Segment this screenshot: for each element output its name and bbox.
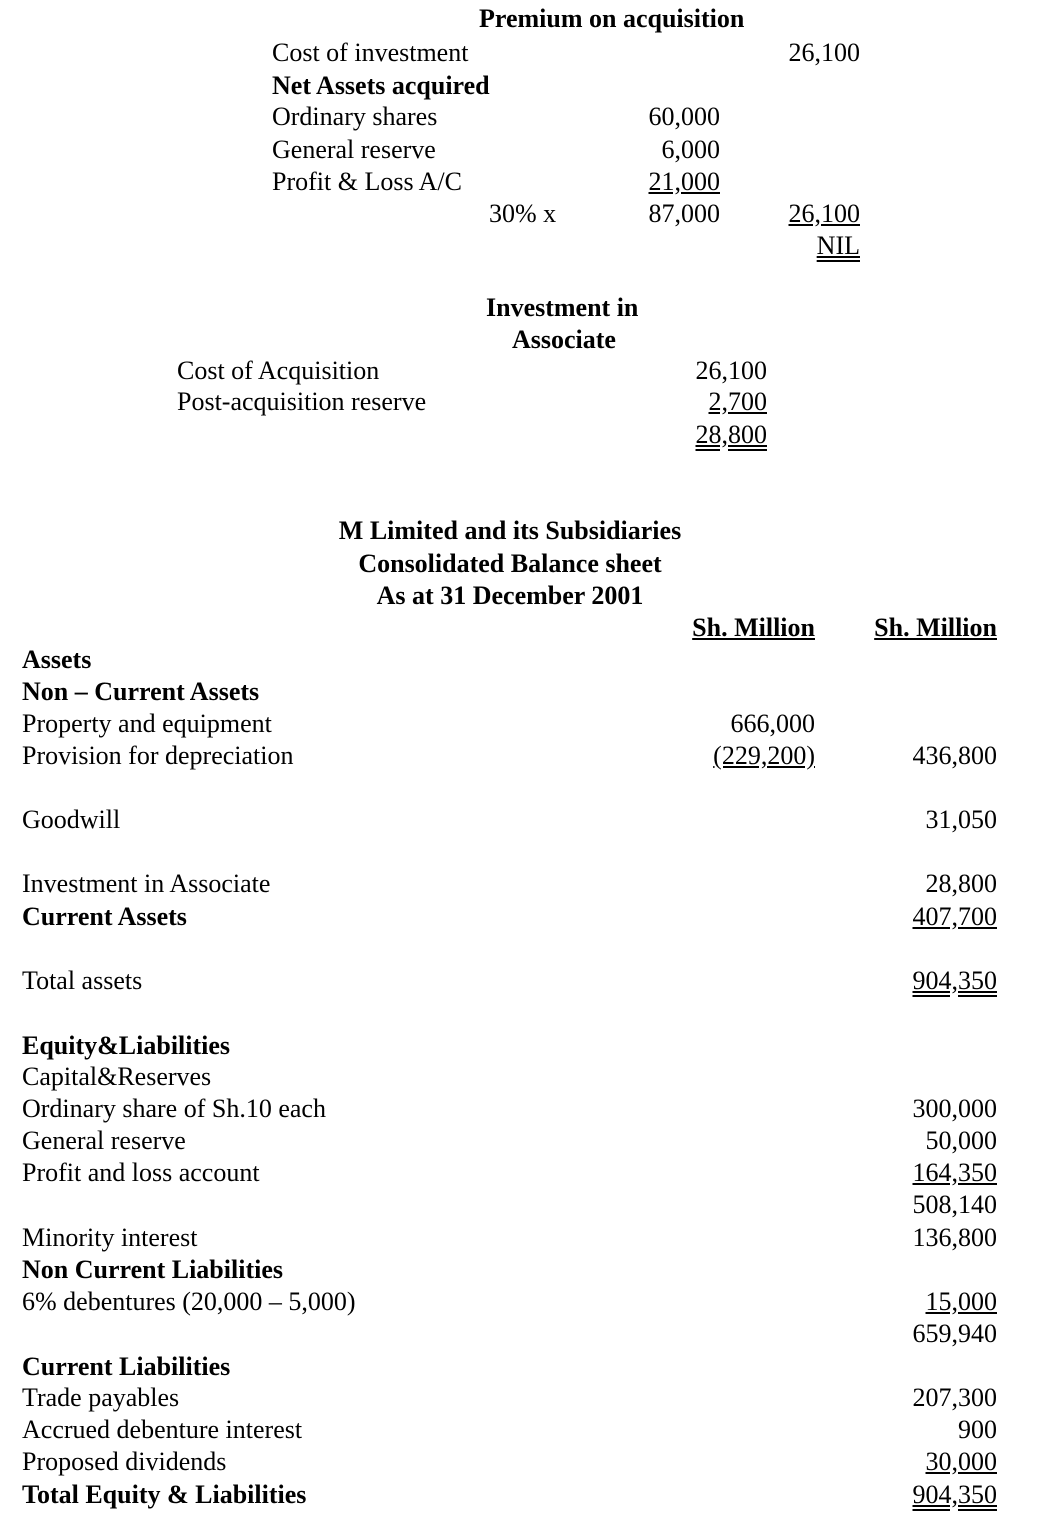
- profit-loss-value: 164,350: [912, 1158, 997, 1187]
- premium-row-label: Ordinary shares: [272, 102, 438, 131]
- depreciation-label: Provision for depreciation: [22, 741, 294, 770]
- property-label: Property and equipment: [22, 709, 272, 738]
- associate-title-line2: Associate: [512, 325, 616, 354]
- associate-row-value: 2,700: [708, 387, 767, 416]
- non-current-assets-heading: Non – Current Assets: [22, 677, 260, 706]
- general-reserve-label: General reserve: [22, 1126, 186, 1155]
- share-capital-value: 300,000: [912, 1094, 997, 1123]
- total-equity-liabilities-value: 904,350: [912, 1480, 997, 1509]
- premium-row-value: 6,000: [661, 135, 720, 164]
- minority-interest-label: Minority interest: [22, 1223, 198, 1252]
- non-current-liabilities-heading: Non Current Liabilities: [22, 1255, 283, 1284]
- premium-result: NIL: [816, 231, 860, 260]
- bs-title-company: M Limited and its Subsidiaries: [338, 516, 682, 545]
- assets-heading: Assets: [22, 645, 92, 674]
- goodwill-label: Goodwill: [22, 805, 121, 834]
- share-of-net-assets: 26,100: [788, 199, 860, 228]
- bs-title-statement: Consolidated Balance sheet: [358, 549, 662, 578]
- minority-interest-value: 136,800: [912, 1223, 997, 1252]
- proposed-dividends-label: Proposed dividends: [22, 1447, 227, 1476]
- col2-header: Sh. Million: [874, 613, 997, 642]
- debentures-value: 15,000: [925, 1287, 997, 1316]
- proposed-dividends-value: 30,000: [925, 1447, 997, 1476]
- col1-header: Sh. Million: [692, 613, 815, 642]
- general-reserve-value: 50,000: [925, 1126, 997, 1155]
- cost-of-investment-value: 26,100: [788, 38, 860, 67]
- associate-total: 28,800: [695, 420, 767, 449]
- net-assets-heading: Net Assets acquired: [272, 71, 490, 100]
- premium-title: Premium on acquisition: [479, 4, 745, 33]
- share-percentage-label: 30% x: [489, 199, 557, 228]
- accrued-interest-label: Accrued debenture interest: [22, 1415, 303, 1444]
- premium-row-value: 21,000: [648, 167, 720, 196]
- associate-title-line1: Investment in: [486, 293, 639, 322]
- equity-subtotal: 508,140: [912, 1190, 997, 1219]
- premium-row-label: Profit & Loss A/C: [272, 167, 462, 196]
- bs-title-date: As at 31 December 2001: [376, 581, 644, 610]
- net-assets-total: 87,000: [648, 199, 720, 228]
- current-assets-value: 407,700: [912, 902, 997, 931]
- total-equity-liabilities-label: Total Equity & Liabilities: [22, 1480, 307, 1509]
- total-assets-label: Total assets: [22, 966, 143, 995]
- associate-row-value: 26,100: [695, 356, 767, 385]
- associate-value: 28,800: [925, 869, 997, 898]
- associate-row-label: Post-acquisition reserve: [177, 387, 427, 416]
- cost-of-investment-label: Cost of investment: [272, 38, 469, 67]
- accrued-interest-value: 900: [958, 1415, 997, 1444]
- ncl-subtotal: 659,940: [912, 1319, 997, 1348]
- associate-row-label: Cost of Acquisition: [177, 356, 380, 385]
- capital-reserves-heading: Capital&Reserves: [22, 1062, 212, 1091]
- goodwill-value: 31,050: [925, 805, 997, 834]
- share-capital-label: Ordinary share of Sh.10 each: [22, 1094, 326, 1123]
- trade-payables-value: 207,300: [912, 1383, 997, 1412]
- property-value: 666,000: [730, 709, 815, 738]
- debentures-label: 6% debentures (20,000 – 5,000): [22, 1287, 356, 1316]
- premium-row-label: General reserve: [272, 135, 436, 164]
- ppe-net-value: 436,800: [912, 741, 997, 770]
- total-assets-value: 904,350: [912, 966, 997, 995]
- equity-liabilities-heading: Equity&Liabilities: [22, 1031, 231, 1060]
- trade-payables-label: Trade payables: [22, 1383, 180, 1412]
- premium-row-value: 60,000: [648, 102, 720, 131]
- current-assets-label: Current Assets: [22, 902, 187, 931]
- profit-loss-label: Profit and loss account: [22, 1158, 260, 1187]
- associate-label: Investment in Associate: [22, 869, 271, 898]
- depreciation-value: (229,200): [713, 741, 815, 770]
- current-liabilities-heading: Current Liabilities: [22, 1352, 231, 1381]
